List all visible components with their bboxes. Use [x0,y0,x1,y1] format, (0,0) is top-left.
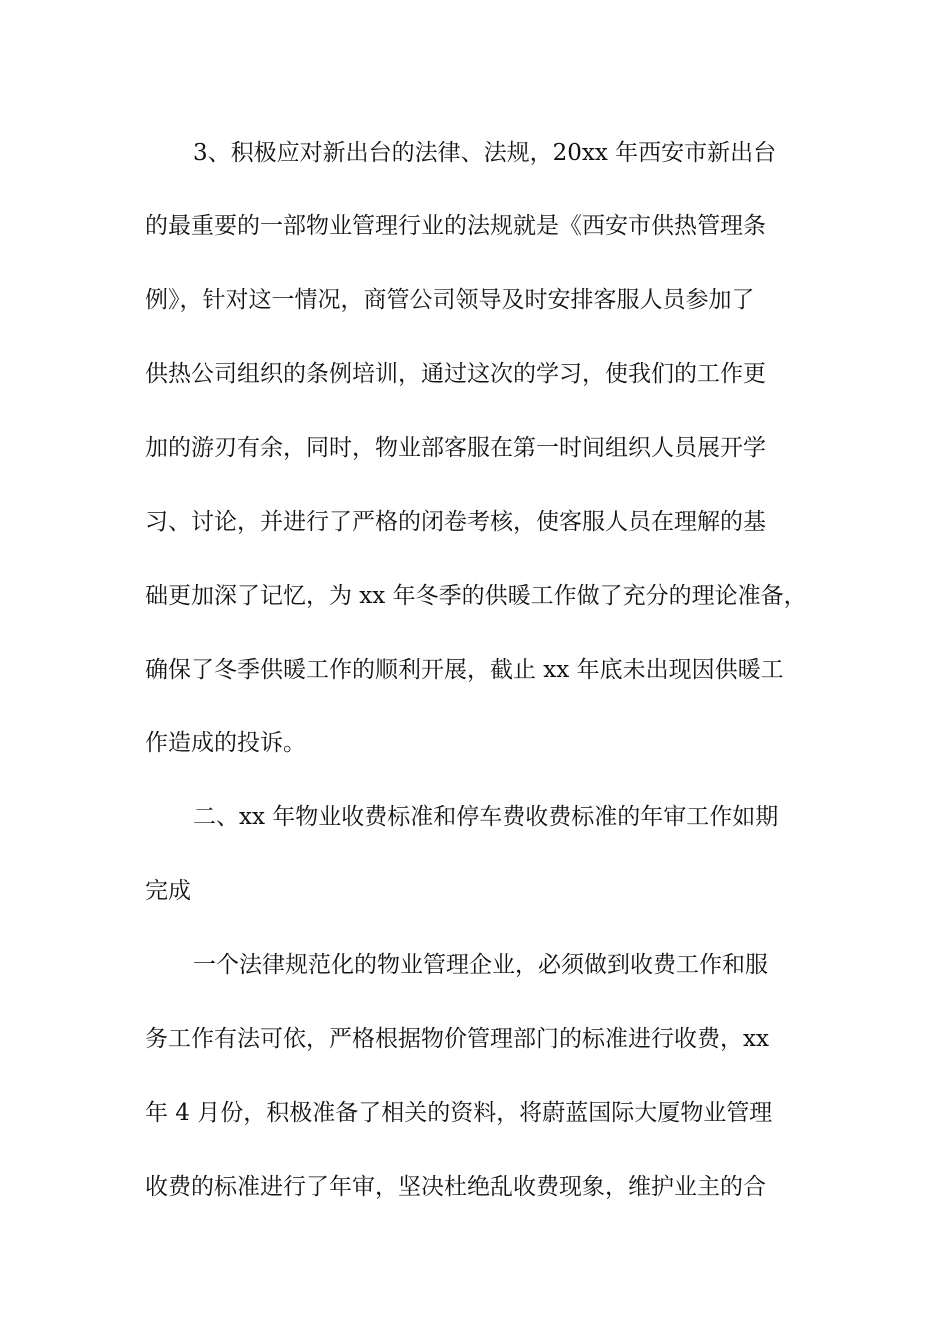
paragraph-line: 务工作有法可依，严格根据物价管理部门的标准进行收费，xx [145,1026,769,1052]
section-heading-line: 完成 [145,878,191,904]
paragraph-line: 例》，针对这一情况，商管公司领导及时安排客服人员参加了 [145,287,755,313]
section-heading-line: 二、xx 年物业收费标准和停车费收费标准的年审工作如期 [193,804,779,830]
paragraph-line: 3、积极应对新出台的法律、法规，20xx 年西安市新出台 [193,140,777,166]
paragraph-line: 一个法律规范化的物业管理企业，必须做到收费工作和服 [193,952,768,978]
paragraph-line: 作造成的投诉。 [145,730,306,756]
paragraph-line: 的最重要的一部物业管理行业的法规就是《西安市供热管理条 [145,213,766,239]
paragraph-line: 习、讨论，并进行了严格的闭卷考核，使客服人员在理解的基 [145,509,766,535]
paragraph-line: 年 4 月份，积极准备了相关的资料，将蔚蓝国际大厦物业管理 [145,1100,773,1126]
paragraph-line: 加的游刃有余，同时，物业部客服在第一时间组织人员展开学 [145,435,766,461]
paragraph-line: 确保了冬季供暖工作的顺利开展，截止 xx 年底未出现因供暖工 [145,657,784,683]
paragraph-line: 础更加深了记忆，为 xx 年冬季的供暖工作做了充分的理论准备， [145,583,807,609]
paragraph-line: 供热公司组织的条例培训，通过这次的学习，使我们的工作更 [145,361,766,387]
paragraph-line: 收费的标准进行了年审，坚决杜绝乱收费现象，维护业主的合 [145,1174,766,1200]
